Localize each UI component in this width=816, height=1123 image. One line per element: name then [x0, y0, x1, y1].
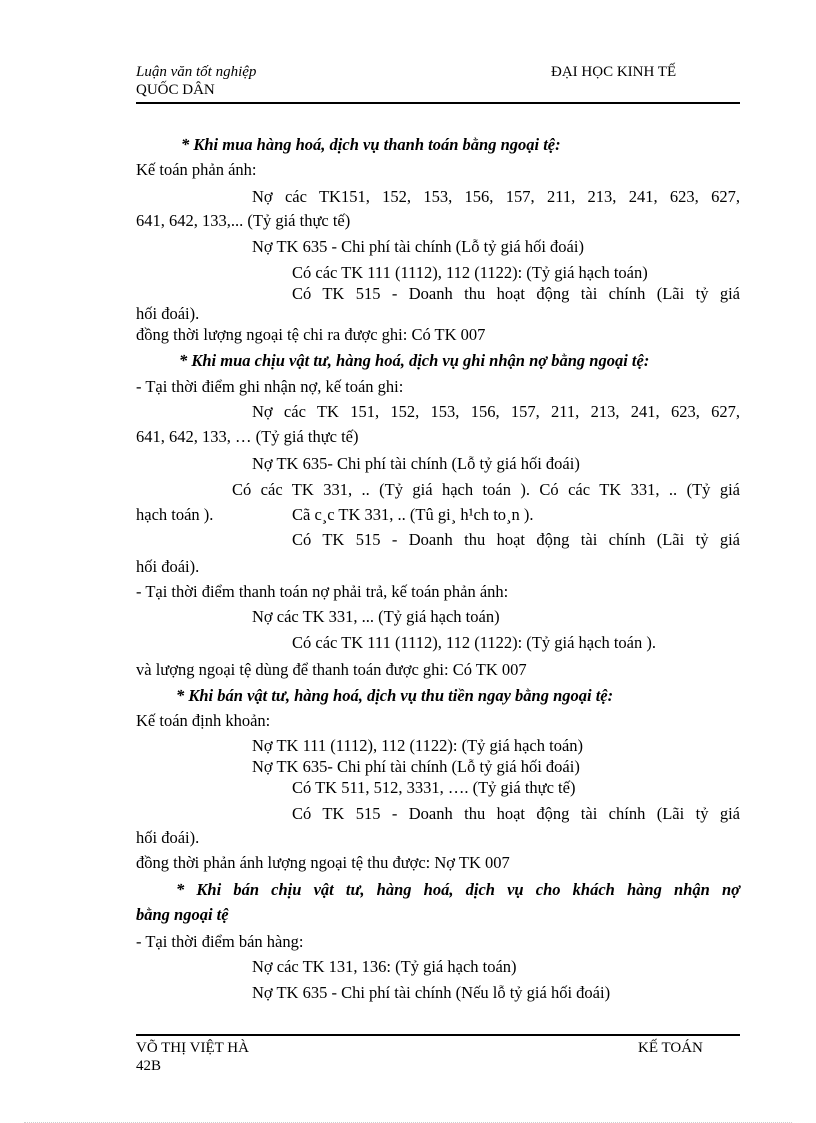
footer-department: KẾ TOÁN — [638, 1040, 703, 1056]
body-line: Nợ các TK 331, ... (Tỷ giá hạch toán) — [252, 607, 500, 626]
body-line: Có TK 515 - Doanh thu hoạt động tài chính (Lãi tỷ giá — [292, 804, 740, 823]
body-line: Kế toán phản ánh: — [136, 160, 257, 179]
header-university-cont: QUỐC DÂN — [136, 82, 215, 98]
footer-author: VÕ THỊ VIỆT HÀ — [136, 1040, 249, 1056]
body-line: đồng thời lượng ngoại tệ chi ra được ghi: Có TK 007 — [136, 325, 486, 344]
body-line: - Tại thời điểm thanh toán nợ phải trả, kế toán phản ánh: — [136, 582, 509, 601]
body-line: 641, 642, 133, … (Tỷ giá thực tế) — [136, 427, 359, 446]
body-line: Nợ TK 635- Chi phí tài chính (Lỗ tỷ giá hối đoái) — [252, 454, 580, 473]
body-line: 641, 642, 133,... (Tỷ giá thực tế) — [136, 211, 351, 230]
section-heading-cont: bằng ngoại tệ — [136, 905, 229, 924]
body-line: Nợ TK 635- Chi phí tài chính (Lỗ tỷ giá hối đoái) — [252, 757, 580, 776]
header-thesis-label: Luận văn tốt nghiệp — [136, 64, 257, 80]
body-line: hạch toán ). — [136, 505, 214, 524]
body-line: Nợ TK 635 - Chi phí tài chính (Nếu lỗ tỷ giá hối đoái) — [252, 983, 611, 1002]
footer-class: 42B — [136, 1058, 162, 1074]
body-line: Có TK 515 - Doanh thu hoạt động tài chính (Lãi tỷ giá — [292, 284, 740, 303]
body-line: Nợ TK 635 - Chi phí tài chính (Lỗ tỷ giá hối đoái) — [252, 237, 584, 256]
body-line: hối đoái). — [136, 828, 200, 847]
header-rule — [136, 102, 740, 104]
body-line: Nợ các TK 151, 152, 153, 156, 157, 211, 213, 241, 623, 627, — [252, 402, 740, 421]
section-heading: * Khi mua hàng hoá, dịch vụ thanh toán bằng ngoại tệ: — [181, 135, 561, 154]
body-line: Có TK 511, 512, 3331, …. (Tỷ giá thực tế) — [292, 778, 576, 797]
body-line: Nợ các TK151, 152, 153, 156, 157, 211, 213, 241, 623, 627, — [252, 187, 740, 206]
section-heading: * Khi bán chịu vật tư, hàng hoá, dịch vụ cho khách hàng nhận nợ — [176, 880, 740, 899]
section-heading: * Khi mua chịu vật tư, hàng hoá, dịch vụ ghi nhận nợ bằng ngoại tệ: — [179, 351, 650, 370]
body-line: Có TK 515 - Doanh thu hoạt động tài chính (Lãi tỷ giá — [292, 530, 740, 549]
body-line: Cã c¸c TK 331, .. (Tû gi¸ h¹ch to¸n ). — [292, 505, 534, 524]
body-line: - Tại thời điểm bán hàng: — [136, 932, 304, 951]
body-line: và lượng ngoại tệ dùng để thanh toán được ghi: Có TK 007 — [136, 660, 527, 679]
body-line: Kế toán định khoản: — [136, 711, 271, 730]
body-line: hối đoái). — [136, 304, 200, 323]
body-line: Có các TK 331, .. (Tỷ giá hạch toán ). Có các TK 331, .. (Tỷ giá — [232, 480, 740, 499]
section-heading: * Khi bán vật tư, hàng hoá, dịch vụ thu tiền ngay bằng ngoại tệ: — [176, 686, 614, 705]
body-line: Có các TK 111 (1112), 112 (1122): (Tỷ giá hạch toán ). — [292, 633, 656, 652]
body-line: - Tại thời điểm ghi nhận nợ, kế toán ghi: — [136, 377, 404, 396]
header-university: ĐẠI HỌC KINH TẾ — [551, 64, 677, 80]
body-line: Nợ TK 111 (1112), 112 (1122): (Tỷ giá hạch toán) — [252, 736, 584, 755]
footer-rule — [136, 1034, 740, 1036]
body-line: hối đoái). — [136, 557, 200, 576]
body-line: đồng thời phản ánh lượng ngoại tệ thu được: Nợ TK 007 — [136, 853, 510, 872]
body-line: Nợ các TK 131, 136: (Tỷ giá hạch toán) — [252, 957, 517, 976]
body-line: Có các TK 111 (1112), 112 (1122): (Tỷ giá hạch toán) — [292, 263, 648, 282]
